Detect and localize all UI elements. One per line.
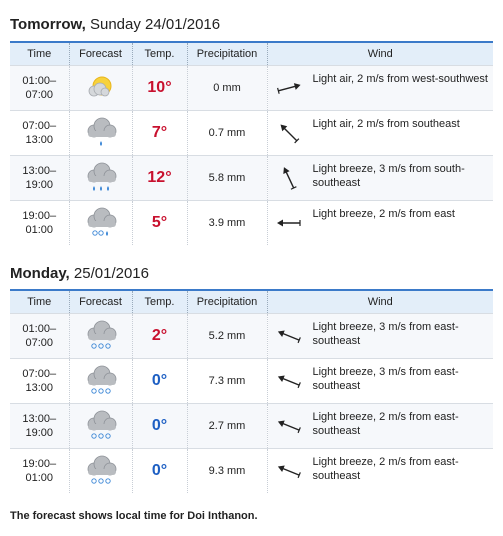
wind-cell [267, 156, 493, 201]
wind-description: Light breeze, 3 m/s from east-southeast [312, 366, 459, 392]
header-time: Time [10, 42, 69, 66]
forecast-row [10, 449, 493, 494]
wind-arrow-icon [274, 456, 304, 486]
precipitation: 9.3 mm [187, 449, 267, 494]
wind-arrow-icon [274, 163, 304, 193]
forecast-cell [69, 404, 132, 449]
forecast-row [10, 201, 493, 246]
wind-cell [267, 359, 493, 404]
wind-arrow-icon [274, 73, 304, 103]
wind-description: Light breeze, 2 m/s from east-southeast [312, 456, 459, 482]
forecast-cell [69, 201, 132, 246]
header-precipitation: Precipitation [187, 290, 267, 314]
wind-cell [267, 66, 493, 111]
time-start: 13:00– [22, 165, 57, 177]
precipitation: 5.2 mm [187, 314, 267, 359]
time-start: 13:00– [22, 413, 57, 425]
forecast-row [10, 314, 493, 359]
wind-cell [267, 449, 493, 494]
time-start: 07:00– [22, 120, 57, 132]
wind-description: Light breeze, 3 m/s from south-southeast [312, 163, 465, 189]
time-cell [10, 111, 69, 156]
time-end: 13:00 [25, 134, 54, 146]
time-end: 13:00 [25, 382, 54, 394]
wind-cell [267, 201, 493, 246]
wind-arrow-icon [274, 411, 304, 441]
cloud-snow-icon [83, 465, 119, 477]
time-cell [10, 449, 69, 494]
wind-description: Light air, 2 m/s from southeast [312, 118, 460, 130]
cloud-snow-icon [83, 420, 119, 432]
time-cell [10, 359, 69, 404]
sun-cloud-icon [83, 82, 119, 94]
wind-cell [267, 111, 493, 156]
day-label: Monday, [10, 265, 70, 282]
precipitation: 7.3 mm [187, 359, 267, 404]
time-start: 07:00– [22, 368, 57, 380]
time-cell [10, 201, 69, 246]
forecast-table [10, 41, 493, 245]
precipitation: 5.8 mm [187, 156, 267, 201]
day-label: Tomorrow, [10, 16, 86, 33]
wind-arrow-icon [274, 118, 304, 148]
cloud-sleet-icon [83, 217, 119, 229]
precipitation: 0 mm [187, 66, 267, 111]
header-temp: Temp. [132, 42, 187, 66]
time-cell [10, 66, 69, 111]
time-cell [10, 404, 69, 449]
time-cell [10, 156, 69, 201]
temperature: 7° [132, 111, 187, 156]
temperature: 2° [132, 314, 187, 359]
temperature: 0° [132, 449, 187, 494]
wind-description: Light breeze, 2 m/s from east [312, 208, 455, 220]
time-end: 19:00 [25, 427, 54, 439]
header-temp: Temp. [132, 290, 187, 314]
wind-description: Light breeze, 3 m/s from east-southeast [312, 321, 459, 347]
cloud-light-rain-icon [83, 127, 119, 139]
wind-arrow-icon [274, 321, 304, 351]
forecast-cell [69, 156, 132, 201]
day-title [10, 16, 220, 33]
forecast-row [10, 111, 493, 156]
wind-description: Light air, 2 m/s from west-southwest [312, 73, 488, 85]
forecast-cell [69, 66, 132, 111]
forecast-row [10, 66, 493, 111]
header-precipitation: Precipitation [187, 42, 267, 66]
time-end: 01:00 [25, 472, 54, 484]
time-start: 01:00– [22, 323, 57, 335]
forecast-table [10, 289, 493, 493]
forecast-row [10, 359, 493, 404]
forecast-cell [69, 314, 132, 359]
temperature: 10° [132, 66, 187, 111]
precipitation: 0.7 mm [187, 111, 267, 156]
forecast-row [10, 404, 493, 449]
footer-note: The forecast shows local time for Doi Inthanon. [10, 510, 258, 522]
wind-arrow-icon [274, 366, 304, 396]
time-start: 19:00– [22, 210, 57, 222]
time-end: 19:00 [25, 179, 54, 191]
time-start: 19:00– [22, 458, 57, 470]
time-start: 01:00– [22, 75, 57, 87]
precipitation: 3.9 mm [187, 201, 267, 246]
header-wind: Wind [267, 42, 493, 66]
temperature: 0° [132, 359, 187, 404]
day-date: Sunday 24/01/2016 [85, 16, 221, 33]
cloud-snow-icon [83, 375, 119, 387]
header-wind: Wind [267, 290, 493, 314]
header-forecast: Forecast [69, 290, 132, 314]
cloud-rain-icon [83, 172, 119, 184]
temperature: 5° [132, 201, 187, 246]
time-end: 07:00 [25, 89, 54, 101]
header-time: Time [10, 290, 69, 314]
day-title [10, 265, 149, 282]
precipitation: 2.7 mm [187, 404, 267, 449]
forecast-cell [69, 111, 132, 156]
wind-arrow-icon [274, 208, 304, 238]
forecast-cell [69, 359, 132, 404]
time-end: 01:00 [25, 224, 54, 236]
time-end: 07:00 [25, 337, 54, 349]
forecast-cell [69, 449, 132, 494]
wind-cell [267, 404, 493, 449]
temperature: 0° [132, 404, 187, 449]
wind-description: Light breeze, 2 m/s from east-southeast [312, 411, 459, 437]
cloud-snow-icon [83, 330, 119, 342]
temperature: 12° [132, 156, 187, 201]
header-forecast: Forecast [69, 42, 132, 66]
day-date: 25/01/2016 [69, 265, 149, 282]
wind-cell [267, 314, 493, 359]
time-cell [10, 314, 69, 359]
forecast-row [10, 156, 493, 201]
